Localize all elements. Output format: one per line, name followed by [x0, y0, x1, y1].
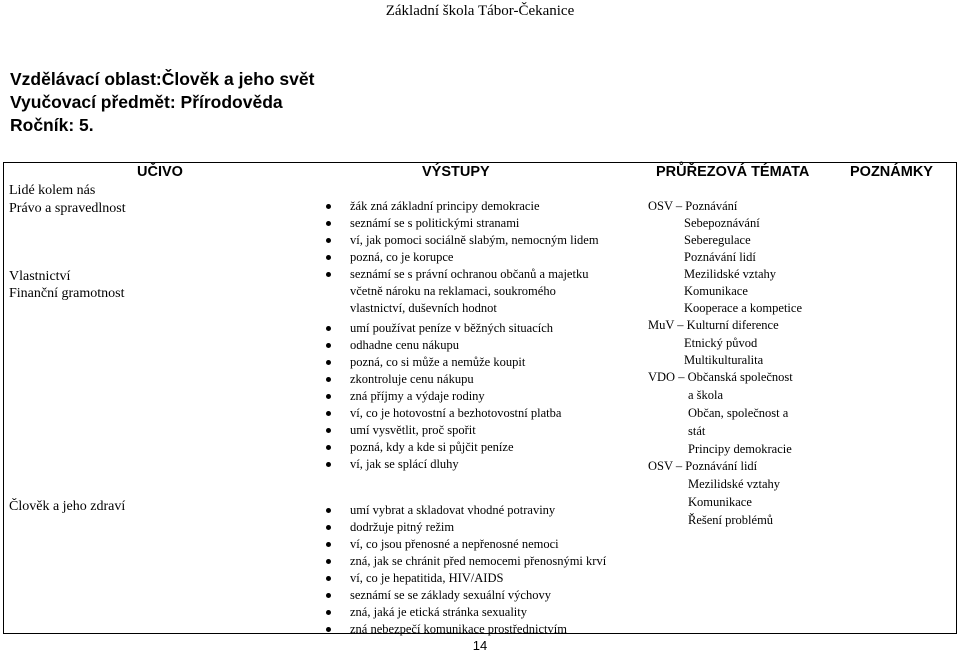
bullet-icon [326, 428, 331, 433]
topic-line: Principy demokracie [688, 442, 792, 456]
bullet-icon [326, 394, 331, 399]
header-temata: PRŮŘEZOVÁ TÉMATA [656, 164, 810, 180]
topic-line: OSV – Poznávání lidí [648, 459, 758, 473]
bullet-icon [326, 255, 331, 260]
bullet-icon [326, 576, 331, 581]
document-titles [10, 68, 314, 137]
ucivo-item: Vlastnictví [9, 269, 71, 284]
topic-line: Mezilidské vztahy [688, 477, 780, 491]
topic-line: Řešení problémů [688, 513, 774, 527]
ucivo-item: Finanční gramotnost [9, 286, 125, 301]
bullet-icon [326, 593, 331, 598]
header-vystupy: VÝSTUPY [422, 164, 490, 180]
bullet-icon [326, 508, 331, 513]
bullet-icon [326, 542, 331, 547]
page-number: 14 [472, 638, 488, 653]
topic-line: Občan, společnost a [688, 406, 789, 420]
grade-title: Ročník: 5. [10, 115, 94, 135]
bullet-icon [326, 610, 331, 615]
header-ucivo: UČIVO [137, 164, 183, 180]
area-title: Vzdělávací oblast:Člověk a jeho svět [10, 69, 315, 89]
bullet-icon [326, 462, 331, 467]
bullet-icon [326, 272, 331, 277]
bullet-icon [326, 221, 331, 226]
bullet-icon [326, 525, 331, 530]
bullet-icon [326, 238, 331, 243]
topic-line: VDO – Občanská společnost [648, 370, 793, 384]
topic-line: stát [688, 424, 706, 438]
bullet-icon [326, 627, 331, 632]
bullet-icon [326, 559, 331, 564]
topic-line: MuV – Kulturní diference [648, 318, 779, 332]
page-header: Základní škola Tábor-Čekanice [385, 3, 575, 19]
ucivo-item: Právo a spravedlnost [9, 201, 126, 216]
topic-line: Kooperace a kompetice [684, 301, 802, 315]
topic-line: Multikulturalita [684, 353, 764, 367]
bullet-icon [326, 326, 331, 331]
topic-line: OSV – Poznávání [648, 199, 738, 213]
bullet-icon [326, 445, 331, 450]
topic-line: Mezilidské vztahy [684, 267, 776, 281]
bullet-icon [326, 343, 331, 348]
bullet-icon [326, 360, 331, 365]
topic-line: Komunikace [688, 495, 752, 509]
subject-title: Vyučovací předmět: Přírodověda [10, 92, 283, 112]
ucivo-item: Lidé kolem nás [9, 183, 96, 198]
bullet-icon [326, 204, 331, 209]
topic-line: Sebepoznávání [684, 216, 760, 230]
ucivo-item: Člověk a jeho zdraví [9, 499, 126, 514]
header-poznamky: POZNÁMKY [850, 164, 933, 180]
topic-line: Etnický původ [684, 336, 758, 350]
topic-line: Komunikace [684, 284, 748, 298]
bullet-icon [326, 411, 331, 416]
topic-line: Poznávání lidí [684, 250, 756, 264]
topic-line: Seberegulace [684, 233, 751, 247]
bullet-icon [326, 377, 331, 382]
topic-line: a škola [688, 388, 724, 402]
